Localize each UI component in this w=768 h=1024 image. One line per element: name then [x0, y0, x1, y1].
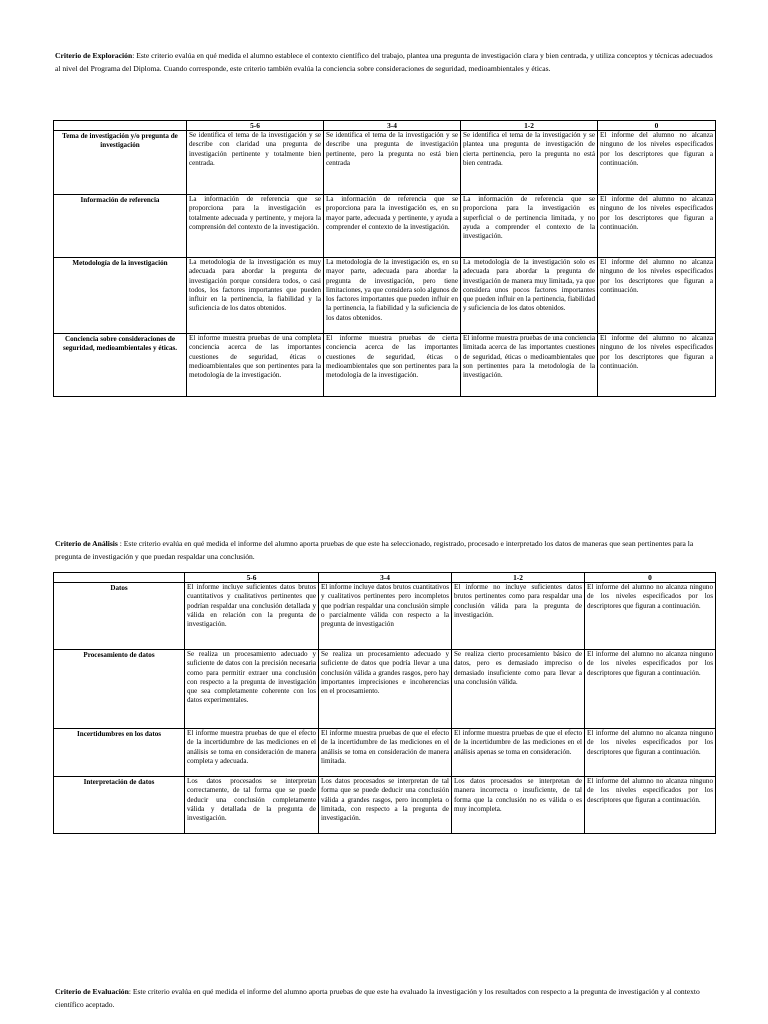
table-cell: El informe del alumno no alcanza ninguno de los niveles especificados por los descriptores que figuran a continuación. — [598, 258, 716, 334]
table-cell: El informe muestra pruebas de que el efecto de la incertidumbre de las mediciones en el análisis apenas se toma en consideración. — [452, 729, 585, 777]
evaluacion-text: : Este criterio evalúa en qué medida el informe del alumno aporta pruebas de que este ha evaluado la investigación y los resultados con respecto a la pregunta de investigación y al contexto científico aceptado. — [55, 987, 700, 1009]
table-cell: Se identifica el tema de la investigación y se plantea una pregunta de investigación de cierta pertinencia, pero la pregunta no está bien centrada. — [461, 131, 598, 195]
table-row — [54, 131, 716, 195]
header-cell: 0 — [585, 573, 716, 583]
table-cell: El informe incluye suficientes datos brutos cuantitativos y cualitativos pertinentes que podrían respaldar una conclusión detallada y válida en relación con la pregunta de investigación. — [185, 583, 319, 650]
table-cell: El informe del alumno no alcanza ninguno de los niveles especificados por los descriptores que figuran a continuación. — [585, 777, 716, 834]
header-cell — [54, 121, 187, 131]
exploracion-text: : Este criterio evalúa en qué medida el alumno establece el contexto científico del trabajo, plantea una pregunta de investigación clara y bien centrada, y utiliza conceptos y técnicas adecuados al nivel del Programa del Diploma. Cuando corresponde, este criterio también evalúa la conciencia sobre consideraciones de seguridad, medioambientales y éticas. — [55, 51, 713, 73]
table-cell: La información de referencia que se proporciona para la investigación es superficial o de pertinencia limitada, y no ayuda a comprender el contexto de la investigación. — [461, 195, 598, 258]
table-row — [54, 729, 716, 777]
table-row — [54, 777, 716, 834]
table-row — [54, 195, 716, 258]
table-cell: Se realiza cierto procesamiento básico de datos, pero es demasiado impreciso o demasiado insuficiente como para llevar a una conclusión válida. — [452, 650, 585, 729]
table-header-row — [54, 121, 716, 131]
table-cell: El informe no incluye suficientes datos brutos pertinentes como para respaldar una conclusión válida para la pregunta de investigación. — [452, 583, 585, 650]
row-label: Procesamiento de datos — [54, 650, 185, 729]
table-cell: Los datos procesados se interpretan correctamente, de tal forma que se puede deducir una conclusión completamente válida y detallada de la pregunta de investigación. — [185, 777, 319, 834]
header-cell: 5-6 — [187, 121, 324, 131]
header-cell: 0 — [598, 121, 716, 131]
row-label: Interpretación de datos — [54, 777, 185, 834]
table-cell: Se realiza un procesamiento adecuado y suficiente de datos que podría llevar a una conclusión válida a grandes rasgos, pero hay importantes imprecisiones e incoherencias en el procesamiento. — [319, 650, 452, 729]
table-cell: La información de referencia que se proporciona para la investigación es, en su mayor parte, adecuada y pertinente, y ayuda a comprender el contexto de la investigación. — [324, 195, 461, 258]
header-cell: 3-4 — [319, 573, 452, 583]
row-label: Datos — [54, 583, 185, 650]
table-row — [54, 258, 716, 334]
header-cell — [54, 573, 185, 583]
table-cell: La información de referencia que se proporciona para la investigación es totalmente adecuada y pertinente, y mejora la comprensión del contexto de la investigación. — [187, 195, 324, 258]
header-cell: 5-6 — [185, 573, 319, 583]
table-cell: Se identifica el tema de la investigación y se describe una pregunta de investigación pertinente, pero la pregunta no está bien centrada — [324, 131, 461, 195]
table-cell: El informe del alumno no alcanza ninguno de los niveles especificados por los descriptores que figuran a continuación. — [585, 650, 716, 729]
table-cell: Se identifica el tema de la investigación y se describe con claridad una pregunta de investigación pertinente y totalmente bien centrada. — [187, 131, 324, 195]
table-cell: La metodología de la investigación es muy adecuada para abordar la pregunta de investigación porque considera todos, o casi todos, los factores importantes que pueden influir en la pertinencia, la fiabilidad y la suficiencia de los datos obtenidos. — [187, 258, 324, 334]
table-cell: El informe del alumno no alcanza ninguno de los niveles especificados por los descriptores que figuran a continuación. — [585, 583, 716, 650]
analisis-table — [53, 572, 716, 834]
exploracion-title: Criterio de Exploración — [55, 51, 133, 60]
header-cell: 3-4 — [324, 121, 461, 131]
table-row — [54, 583, 716, 650]
evaluacion-intro — [55, 986, 715, 1011]
table-cell: El informe del alumno no alcanza ninguno de los niveles especificados por los descriptores que figuran a continuación. — [585, 729, 716, 777]
evaluacion-title: Criterio de Evaluación — [55, 987, 129, 996]
row-label: Conciencia sobre consideraciones de seguridad, medioambientales y éticas. — [54, 334, 187, 397]
row-label: Información de referencia — [54, 195, 187, 258]
table-cell: El informe del alumno no alcanza ninguno de los niveles especificados por los descriptores que figuran a continuación. — [598, 131, 716, 195]
table-cell: El informe muestra pruebas de una conciencia limitada acerca de las importantes cuestiones de seguridad, éticas o medioambientales que son pertinentes para la metodología de la investigación. — [461, 334, 598, 397]
table-cell: El informe muestra pruebas de que el efecto de la incertidumbre de las mediciones en el análisis se toma en consideración de manera limitada. — [319, 729, 452, 777]
table-cell: El informe muestra pruebas de una completa conciencia acerca de las importantes cuestiones de seguridad, éticas o medioambientales que son pertinentes para la metodología de la investigación. — [187, 334, 324, 397]
analisis-title: Criterio de Análisis — [55, 539, 118, 548]
row-label: Incertidumbres en los datos — [54, 729, 185, 777]
header-cell: 1-2 — [452, 573, 585, 583]
exploracion-table — [53, 120, 716, 397]
header-cell: 1-2 — [461, 121, 598, 131]
table-cell: El informe del alumno no alcanza ninguno de los niveles especificados por los descriptores que figuran a continuación. — [598, 195, 716, 258]
table-row — [54, 334, 716, 397]
analisis-intro — [55, 538, 715, 563]
table-cell: Los datos procesados se interpretan de tal forma que se puede deducir una conclusión válida a grandes rasgos, pero incompleta o limitada, con respecto a la pregunta de investigación. — [319, 777, 452, 834]
table-header-row — [54, 573, 716, 583]
row-label: Tema de investigación y/o pregunta de investigación — [54, 131, 187, 195]
table-cell: El informe muestra pruebas de cierta conciencia acerca de las importantes cuestiones de seguridad, éticas o medioambientales que son pertinentes para la metodología de la investigación. — [324, 334, 461, 397]
row-label: Metodología de la investigación — [54, 258, 187, 334]
table-row — [54, 650, 716, 729]
table-cell: La metodología de la investigación solo es adecuada para abordar la pregunta de investigación de manera muy limitada, ya que considera unos pocos factores importantes que pueden influir en la pertinencia, fiabilidad y suficiencia de los datos obtenidos. — [461, 258, 598, 334]
table-cell: El informe del alumno no alcanza ninguno de los niveles especificados por los descriptores que figuran a continuación. — [598, 334, 716, 397]
table-cell: Los datos procesados se interpretan de manera incorrecta o insuficiente, de tal forma que la conclusión no es válida o es muy incompleta. — [452, 777, 585, 834]
analisis-text: : Este criterio evalúa en qué medida el informe del alumno aporta pruebas de que este ha seleccionado, registrado, procesado e interpretado los datos de maneras que sean pertinentes para la pregunta de investigación y que puedan respaldar una conclusión. — [55, 539, 694, 561]
table-cell: La metodología de la investigación es, en su mayor parte, adecuada para abordar la pregunta de investigación, pero tiene limitaciones, ya que considera solo algunos de los factores importantes que pueden influir en la pertinencia, la fiabilidad y la suficiencia de los datos obtenidos. — [324, 258, 461, 334]
exploracion-intro — [55, 50, 715, 75]
table-cell: Se realiza un procesamiento adecuado y suficiente de datos con la precisión necesaria como para permitir extraer una conclusión con respecto a la pregunta de investigación que sea completamente coherente con los datos experimentales. — [185, 650, 319, 729]
table-cell: El informe incluye datos brutos cuantitativos y cualitativos pertinentes pero incompletos que podrían respaldar una conclusión simple o parcialmente válida con respecto a la pregunta de investigación — [319, 583, 452, 650]
table-cell: El informe muestra pruebas de que el efecto de la incertidumbre de las mediciones en el análisis se toma en consideración de manera completa y adecuada. — [185, 729, 319, 777]
